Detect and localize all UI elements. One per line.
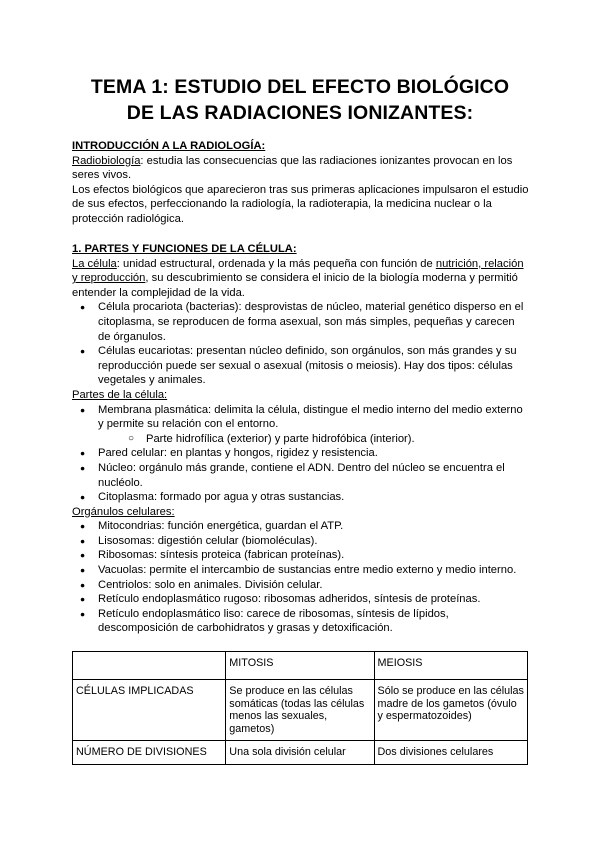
cell-section xyxy=(72,242,530,636)
list-item xyxy=(72,403,530,447)
list-item-text: Membrana plasmática: delimita la célula, distingue el medio interno del medio externo y permite su relación con el entorno. xyxy=(98,403,523,431)
table-cell: NÚMERO DE DIVISIONES xyxy=(73,741,226,765)
cell-definition xyxy=(72,257,530,301)
membrane-sublist xyxy=(72,432,530,447)
mitosis-meiosis-table xyxy=(72,651,528,765)
list-item: ● Células eucariotas: presentan núcleo definido, son orgánulos, son más grandes y su reproducción puede ser sexual o asexual (mitosis o meiosis). Hay dos tipos: células vegetales y animales. xyxy=(72,344,530,388)
list-item: ● Ribosomas: síntesis proteica (fabrican proteínas). xyxy=(72,548,530,563)
table-header-cell: MITOSIS xyxy=(226,652,374,680)
organelles-list xyxy=(72,519,530,636)
list-item: ● Centriolos: solo en animales. División celular. xyxy=(72,578,530,593)
table-cell: CÉLULAS IMPLICADAS xyxy=(73,680,226,741)
sub-list-item: ○ Parte hidrofílica (exterior) y parte hidrofóbica (interior). xyxy=(72,432,530,447)
intro-term: Radiobiología xyxy=(72,154,141,167)
page-title xyxy=(72,74,528,126)
list-item: ● Célula procariota (bacterias): desprovistas de núcleo, material genético disperso en el citoplasma, se reproducen de forma asexual, son más simples, pequeñas y carecen de órganulos. xyxy=(72,300,530,344)
table-cell: Una sola división celular xyxy=(226,741,374,765)
table-header-cell: MEIOSIS xyxy=(374,652,528,680)
table-row xyxy=(73,680,528,741)
table-cell: Sólo se produce en las células madre de los gametos (óvulo y espermatozoides) xyxy=(374,680,528,741)
intro-heading: INTRODUCCIÓN A LA RADIOLOGÍA: xyxy=(72,140,266,152)
intro-section xyxy=(72,139,530,227)
parts-heading: Partes de la célula: xyxy=(72,388,168,401)
cell-def-text-a: : unidad estructural, ordenada y la más pequeña con función de xyxy=(116,257,436,270)
title-line-2: DE LAS RADIACIONES IONIZANTES: xyxy=(126,102,474,124)
cell-def-functions: nutrición, relación y reproducción xyxy=(72,257,524,285)
intro-def-text: : estudia las consecuencias que las radiaciones ionizantes provocan en los seres vivos. xyxy=(72,154,513,182)
cell-heading: 1. PARTES Y FUNCIONES DE LA CÉLULA: xyxy=(72,243,297,255)
intro-definition xyxy=(72,154,530,183)
list-item: ● Retículo endoplasmático rugoso: ribosomas adheridos, síntesis de proteínas. xyxy=(72,592,530,607)
intro-paragraph: Los efectos biológicos que aparecieron tras sus primeras aplicaciones impulsaron el estudio de sus efectos, perfeccionando la radiología, la radioterapia, la medicina nuclear o la protección radiológica. xyxy=(72,183,529,225)
list-item: ● Núcleo: orgánulo más grande, contiene el ADN. Dentro del núcleo se encuentra el nucléolo. xyxy=(72,461,530,490)
cell-types-list xyxy=(72,300,530,388)
table-cell: Se produce en las células somáticas (todas las células menos las sexuales, gametos) xyxy=(226,680,374,741)
list-item: ● Vacuolas: permite el intercambio de sustancias entre medio externo y medio interno. xyxy=(72,563,530,578)
title-line-1: TEMA 1: ESTUDIO DEL EFECTO BIOLÓGICO xyxy=(90,76,510,98)
list-item: ● Citoplasma: formado por agua y otras sustancias. xyxy=(72,490,530,505)
table-header-cell xyxy=(73,652,226,680)
cell-term: La célula xyxy=(72,257,117,270)
table-cell: Dos divisiones celulares xyxy=(374,741,528,765)
table-row xyxy=(73,741,528,765)
list-item: ● Mitocondrias: función energética, guardan el ATP. xyxy=(72,519,530,534)
parts-list xyxy=(72,403,530,505)
organelles-heading: Orgánulos celulares: xyxy=(72,505,175,518)
list-item: ● Lisosomas: digestión celular (biomoléculas). xyxy=(72,534,530,549)
table-header-row xyxy=(73,652,528,680)
list-item: ● Pared celular: en plantas y hongos, rigidez y resistencia. xyxy=(72,446,530,461)
list-item: ● Retículo endoplasmático liso: carece de ribosomas, síntesis de lípidos, descomposición de carbohidratos y grasas y detoxificación. xyxy=(72,607,530,636)
cell-def-text-b: , su descubrimiento se considera el inicio de la biología moderna y permitió entender la complejidad de la vida. xyxy=(72,272,518,299)
